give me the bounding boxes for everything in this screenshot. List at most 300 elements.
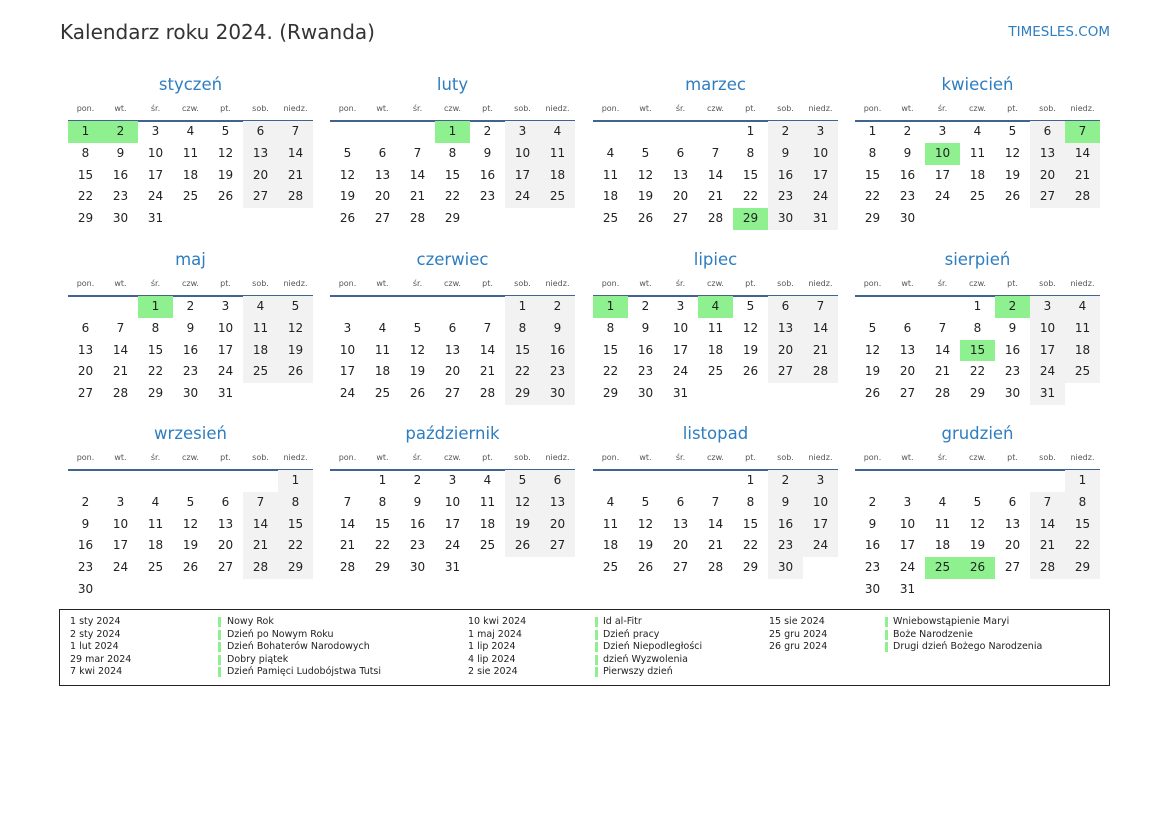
day-cell: 8: [278, 492, 313, 514]
day-cell: 28: [409, 211, 426, 226]
day-cell: 1: [746, 124, 755, 138]
day-cell: 23: [768, 186, 803, 208]
day-cell: 18: [374, 364, 391, 379]
day-cell: 21: [934, 364, 951, 379]
day-cell: 19: [217, 167, 234, 182]
day-cell: 15: [444, 167, 461, 182]
day-cell: 14: [1065, 143, 1100, 165]
day-cell: 22: [742, 189, 759, 204]
day-cell: 22: [1065, 535, 1100, 557]
day-cell: 17: [672, 342, 689, 357]
day-cell: 9: [1008, 320, 1017, 335]
day-cell: 18: [540, 165, 575, 187]
day-cell: 6: [676, 494, 685, 509]
day-cell: 12: [182, 516, 199, 531]
weekday-label: czw.: [969, 104, 986, 113]
weekday-label: czw.: [444, 104, 461, 113]
day-cell: 10: [444, 494, 461, 509]
day-cell: 28: [479, 386, 496, 401]
weekday-label: sob.: [777, 104, 794, 113]
day-cell: 19: [742, 342, 759, 357]
day-cell: 12: [278, 318, 313, 340]
month-name: lipiec: [693, 250, 738, 269]
day-cell: 8: [151, 320, 160, 335]
day-cell: 11: [1065, 318, 1100, 340]
holiday-day-cell: 1: [593, 296, 628, 318]
day-cell: 18: [602, 538, 619, 553]
weekday-label: niedz.: [808, 279, 833, 288]
day-cell: 5: [343, 145, 352, 160]
day-cell: 7: [116, 320, 125, 335]
day-cell: 26: [182, 560, 199, 575]
legend-holiday-name: Dzień po Nowym Roku: [227, 628, 334, 640]
month-name: grudzień: [941, 424, 1014, 443]
day-cell: 3: [116, 494, 125, 509]
day-cell: 31: [672, 386, 689, 401]
legend-date: 4 lip 2024: [468, 653, 516, 665]
day-cell: 19: [505, 514, 540, 536]
day-cell: 21: [707, 538, 724, 553]
day-cell: 17: [147, 167, 164, 182]
day-cell: 11: [374, 342, 391, 357]
day-cell: 23: [1004, 364, 1021, 379]
day-cell: 12: [1004, 145, 1021, 160]
day-cell: 14: [112, 342, 129, 357]
weekday-label: wt.: [376, 453, 389, 462]
weekday-label: pon.: [338, 453, 357, 462]
legend-date: 2 sie 2024: [468, 666, 518, 677]
day-cell: 3: [676, 299, 685, 313]
day-cell: 14: [707, 167, 724, 182]
weekday-label: sob.: [514, 279, 531, 288]
day-cell: 26: [217, 189, 234, 204]
day-cell: 15: [742, 516, 759, 531]
day-cell: 10: [1030, 318, 1065, 340]
day-cell: 6: [903, 320, 912, 335]
weekday-label: śr.: [675, 104, 686, 113]
weekday-header: [330, 453, 575, 465]
day-cell: 23: [479, 189, 496, 204]
day-cell: 12: [742, 320, 759, 335]
day-cell: 25: [602, 560, 619, 575]
day-cell: 17: [1030, 340, 1065, 362]
day-cell: 1: [868, 124, 877, 138]
day-cell: 17: [444, 516, 461, 531]
weekday-label: sob.: [252, 104, 269, 113]
holiday-day-cell: 25: [925, 557, 960, 579]
weekday-label: pt.: [482, 104, 493, 113]
weekday-label: sob.: [1039, 104, 1056, 113]
weekday-label: pt.: [1007, 104, 1018, 113]
day-cell: 28: [803, 361, 838, 383]
day-cell: 10: [339, 342, 356, 357]
day-cell: 19: [637, 538, 654, 553]
day-cell: 16: [182, 342, 199, 357]
weekday-label: sob.: [252, 453, 269, 462]
legend-marker: [595, 617, 598, 627]
day-cell: 9: [768, 492, 803, 514]
day-cell: 30: [768, 557, 803, 579]
day-cell: 19: [637, 189, 654, 204]
day-cell: 10: [217, 320, 234, 335]
day-cell: 8: [746, 145, 755, 160]
header-rule: [68, 469, 313, 471]
day-cell: 20: [540, 514, 575, 536]
day-cell: 16: [768, 514, 803, 536]
day-cell: 25: [602, 211, 619, 226]
day-cell: 16: [637, 342, 654, 357]
weekday-label: pt.: [482, 453, 493, 462]
day-cell: 18: [602, 189, 619, 204]
holiday-legend: [59, 609, 1110, 686]
weekday-label: sob.: [514, 104, 531, 113]
day-cell: 17: [803, 514, 838, 536]
day-cell: 22: [969, 364, 986, 379]
day-cell: 4: [186, 124, 195, 138]
weekday-label: sob.: [777, 453, 794, 462]
day-cell: 30: [182, 386, 199, 401]
day-cell: 23: [768, 535, 803, 557]
day-cell: 8: [606, 320, 615, 335]
day-cell: 21: [479, 364, 496, 379]
day-cell: 6: [540, 470, 575, 492]
legend-date: 25 gru 2024: [769, 628, 828, 640]
day-cell: 7: [803, 296, 838, 318]
day-cell: 9: [868, 516, 877, 531]
day-cell: 29: [742, 560, 759, 575]
day-cell: 17: [339, 364, 356, 379]
day-cell: 26: [409, 386, 426, 401]
day-cell: 11: [182, 145, 199, 160]
day-cell: 20: [77, 364, 94, 379]
day-cell: 7: [938, 320, 947, 335]
legend-holiday-name: Dobry piątek: [227, 653, 289, 665]
weekday-header: [855, 104, 1100, 116]
day-cell: 21: [707, 189, 724, 204]
legend-date: 1 lut 2024: [70, 641, 119, 652]
day-cell: 26: [278, 361, 313, 383]
day-cell: 30: [112, 211, 129, 226]
day-cell: 27: [243, 186, 278, 208]
day-cell: 24: [444, 538, 461, 553]
day-cell: 27: [217, 560, 234, 575]
weekday-label: pon.: [863, 279, 882, 288]
day-cell: 25: [243, 361, 278, 383]
legend-holiday-name: Drugi dzień Bożego Narodzenia: [893, 641, 1043, 652]
day-cell: 13: [444, 342, 461, 357]
weekday-label: wt.: [901, 104, 914, 113]
day-cell: 14: [1030, 514, 1065, 536]
day-cell: 14: [278, 143, 313, 165]
day-cell: 23: [637, 364, 654, 379]
day-cell: 21: [243, 535, 278, 557]
day-cell: 4: [378, 320, 387, 335]
legend-marker: [218, 630, 221, 640]
legend-holiday-name: Id al-Fitr: [603, 616, 642, 627]
day-cell: 12: [637, 167, 654, 182]
day-cell: 22: [505, 361, 540, 383]
day-cell: 1: [278, 470, 313, 492]
day-cell: 24: [147, 189, 164, 204]
day-cell: 27: [672, 211, 689, 226]
site-link[interactable]: TIMESLES.COM: [1008, 24, 1110, 40]
day-cell: 18: [147, 538, 164, 553]
day-cell: 18: [479, 516, 496, 531]
legend-holiday-name: dzień Wyzwolenia: [603, 653, 688, 665]
weekday-label: śr.: [412, 453, 423, 462]
weekday-label: wt.: [376, 104, 389, 113]
weekday-label: śr.: [937, 279, 948, 288]
holiday-day-cell: 10: [925, 143, 960, 165]
day-cell: 29: [278, 557, 313, 579]
holiday-day-cell: 15: [960, 340, 995, 362]
legend-date: 1 maj 2024: [468, 628, 522, 640]
day-cell: 9: [768, 143, 803, 165]
day-cell: 27: [444, 386, 461, 401]
day-cell: 22: [374, 538, 391, 553]
day-cell: 5: [413, 320, 422, 335]
weekday-label: pon.: [601, 104, 620, 113]
day-cell: 28: [1030, 557, 1065, 579]
day-cell: 14: [934, 342, 951, 357]
weekday-header: [855, 453, 1100, 465]
legend-date: 26 gru 2024: [769, 641, 828, 652]
weekday-label: niedz.: [283, 104, 308, 113]
day-cell: 19: [278, 340, 313, 362]
weekday-label: pt.: [482, 279, 493, 288]
legend-holiday-name: Dzień Niepodległości: [603, 641, 703, 652]
day-cell: 13: [1004, 516, 1021, 531]
day-cell: 14: [479, 342, 496, 357]
day-cell: 8: [378, 494, 387, 509]
day-cell: 16: [864, 538, 881, 553]
day-cell: 31: [803, 208, 838, 230]
day-cell: 18: [1065, 340, 1100, 362]
day-cell: 28: [707, 560, 724, 575]
day-cell: 27: [540, 535, 575, 557]
day-cell: 13: [672, 167, 689, 182]
day-cell: 29: [505, 383, 540, 405]
day-cell: 22: [742, 538, 759, 553]
day-cell: 14: [243, 514, 278, 536]
day-cell: 19: [339, 189, 356, 204]
weekday-header: [593, 104, 838, 116]
day-cell: 3: [803, 121, 838, 143]
day-cell: 24: [899, 560, 916, 575]
month-name: wrzesień: [154, 424, 227, 443]
day-cell: 16: [479, 167, 496, 182]
day-cell: 10: [505, 143, 540, 165]
holiday-day-cell: 1: [138, 296, 173, 318]
day-cell: 21: [339, 538, 356, 553]
day-cell: 11: [934, 516, 951, 531]
day-cell: 26: [637, 211, 654, 226]
weekday-label: śr.: [150, 104, 161, 113]
day-cell: 25: [479, 538, 496, 553]
weekday-label: pt.: [220, 104, 231, 113]
day-cell: 24: [505, 186, 540, 208]
day-cell: 8: [81, 145, 90, 160]
day-cell: 7: [1030, 492, 1065, 514]
day-cell: 3: [803, 470, 838, 492]
day-cell: 6: [1030, 121, 1065, 143]
day-cell: 8: [1065, 492, 1100, 514]
day-cell: 24: [339, 386, 356, 401]
day-cell: 4: [151, 494, 160, 509]
day-cell: 24: [803, 535, 838, 557]
day-cell: 27: [374, 211, 391, 226]
day-cell: 5: [186, 494, 195, 509]
day-cell: 2: [903, 124, 912, 138]
day-cell: 10: [112, 516, 129, 531]
weekday-label: wt.: [639, 104, 652, 113]
day-cell: 22: [77, 189, 94, 204]
weekday-label: pon.: [338, 104, 357, 113]
weekday-label: pon.: [76, 279, 95, 288]
weekday-label: wt.: [114, 453, 127, 462]
day-cell: 1: [505, 296, 540, 318]
day-cell: 13: [540, 492, 575, 514]
day-cell: 13: [899, 342, 916, 357]
day-cell: 3: [151, 124, 160, 138]
weekday-label: niedz.: [1070, 104, 1095, 113]
day-cell: 23: [864, 560, 881, 575]
day-cell: 4: [243, 296, 278, 318]
weekday-label: wt.: [376, 279, 389, 288]
weekday-header: [68, 104, 313, 116]
day-cell: 14: [409, 167, 426, 182]
legend-marker: [218, 655, 221, 665]
holiday-day-cell: 2: [103, 121, 138, 143]
day-cell: 22: [278, 535, 313, 557]
day-cell: 21: [1065, 165, 1100, 187]
day-cell: 11: [479, 494, 496, 509]
day-cell: 9: [540, 318, 575, 340]
day-cell: 10: [672, 320, 689, 335]
weekday-label: niedz.: [283, 279, 308, 288]
day-cell: 11: [707, 320, 724, 335]
day-cell: 11: [602, 167, 619, 182]
weekday-label: sob.: [252, 279, 269, 288]
weekday-label: czw.: [182, 279, 199, 288]
day-cell: 4: [1065, 296, 1100, 318]
day-cell: 29: [374, 560, 391, 575]
weekday-header: [593, 453, 838, 465]
day-cell: 15: [374, 516, 391, 531]
holiday-day-cell: 29: [733, 208, 768, 230]
day-cell: 7: [483, 320, 492, 335]
legend-marker: [218, 617, 221, 627]
legend-date: 7 kwi 2024: [70, 666, 123, 677]
day-cell: 7: [278, 121, 313, 143]
day-cell: 7: [711, 494, 720, 509]
day-cell: 2: [186, 299, 195, 313]
weekday-label: czw.: [707, 279, 724, 288]
day-cell: 13: [374, 167, 391, 182]
legend-marker: [595, 655, 598, 665]
day-cell: 15: [602, 342, 619, 357]
day-cell: 30: [540, 383, 575, 405]
weekday-label: czw.: [444, 279, 461, 288]
day-cell: 3: [505, 121, 540, 143]
day-cell: 6: [378, 145, 387, 160]
weekday-label: śr.: [150, 453, 161, 462]
day-cell: 13: [1030, 143, 1065, 165]
day-cell: 29: [444, 211, 461, 226]
day-cell: 25: [540, 186, 575, 208]
day-cell: 15: [278, 514, 313, 536]
weekday-label: czw.: [969, 279, 986, 288]
day-cell: 8: [868, 145, 877, 160]
weekday-label: czw.: [969, 453, 986, 462]
month-name: maj: [175, 250, 206, 269]
weekday-header: [68, 453, 313, 465]
day-cell: 7: [343, 494, 352, 509]
day-cell: 17: [934, 167, 951, 182]
day-cell: 23: [182, 364, 199, 379]
weekday-header: [68, 279, 313, 291]
legend-date: 29 mar 2024: [70, 653, 132, 665]
day-cell: 5: [641, 145, 650, 160]
day-cell: 28: [278, 186, 313, 208]
day-cell: 3: [221, 299, 230, 313]
legend-marker: [595, 642, 598, 652]
day-cell: 18: [969, 167, 986, 182]
day-cell: 9: [413, 494, 422, 509]
day-cell: 20: [217, 538, 234, 553]
day-cell: 11: [243, 318, 278, 340]
weekday-label: niedz.: [283, 453, 308, 462]
day-cell: 14: [803, 318, 838, 340]
day-cell: 18: [707, 342, 724, 357]
weekday-label: czw.: [182, 453, 199, 462]
day-cell: 22: [444, 189, 461, 204]
weekday-label: niedz.: [545, 279, 570, 288]
day-cell: 30: [864, 582, 881, 596]
day-cell: 21: [1030, 535, 1065, 557]
day-cell: 20: [672, 538, 689, 553]
day-cell: 25: [969, 189, 986, 204]
day-cell: 24: [934, 189, 951, 204]
day-cell: 12: [637, 516, 654, 531]
day-cell: 2: [641, 299, 650, 313]
weekday-label: pon.: [601, 279, 620, 288]
legend-holiday-name: Dzień pracy: [603, 628, 660, 640]
weekday-label: pt.: [220, 279, 231, 288]
day-cell: 11: [540, 143, 575, 165]
day-cell: 30: [768, 208, 803, 230]
day-cell: 25: [707, 364, 724, 379]
day-cell: 25: [147, 560, 164, 575]
day-cell: 11: [969, 145, 986, 160]
day-cell: 4: [938, 494, 947, 509]
header-rule: [855, 469, 1100, 471]
day-cell: 3: [448, 473, 457, 487]
weekday-label: pt.: [1007, 453, 1018, 462]
day-cell: 13: [77, 342, 94, 357]
day-cell: 17: [899, 538, 916, 553]
weekday-label: sob.: [777, 279, 794, 288]
day-cell: 20: [444, 364, 461, 379]
day-cell: 11: [147, 516, 164, 531]
day-cell: 26: [1004, 189, 1021, 204]
day-cell: 4: [606, 145, 615, 160]
weekday-label: czw.: [707, 453, 724, 462]
holiday-day-cell: 2: [995, 296, 1030, 318]
legend-marker: [595, 667, 598, 677]
month-name: luty: [436, 75, 469, 94]
day-cell: 19: [864, 364, 881, 379]
